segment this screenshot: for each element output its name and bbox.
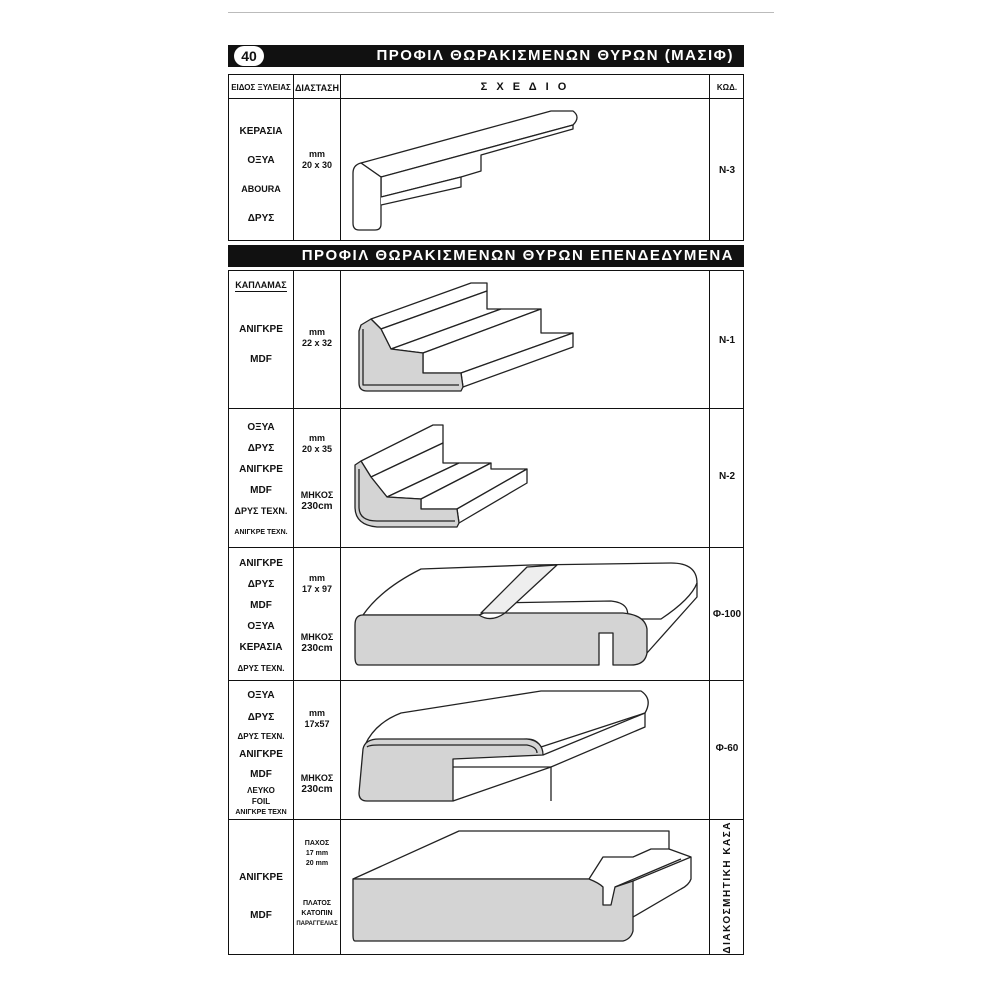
code: Φ-60: [715, 743, 739, 754]
wood-item: MDF: [250, 769, 272, 780]
dimension-unit: mm: [308, 433, 325, 443]
length-value: 230cm: [301, 643, 333, 654]
wood-item: ΟΞΥΑ: [247, 621, 275, 632]
wood-item: ΟΞΥΑ: [247, 155, 275, 166]
section2-banner: [228, 245, 744, 267]
dimension-size: 20 x 35: [301, 444, 333, 454]
dimension-unit: mm: [308, 149, 325, 159]
code-cell: [710, 819, 744, 955]
header-veneer: [229, 275, 293, 293]
section1-title: ΠΡΟΦΙΛ ΘΩΡΑΚΙΣΜΕΝΩΝ ΘΥΡΩΝ (ΜΑΣΙΦ): [376, 47, 734, 64]
header-dimension: ΔΙΑΣΤΑΣΗ: [294, 83, 340, 93]
wood-list: [229, 553, 293, 679]
header-wood: ΕΙΔΟΣ ΞΥΛΕΙΑΣ: [231, 83, 291, 92]
length-label: ΜΗΚΟΣ: [300, 632, 334, 642]
width-label: ΠΛΑΤΟΣ: [303, 900, 331, 907]
code: ΔΙΑΚΟΣΜΗΤΙΚΗ ΚΑΣΑ: [721, 820, 733, 954]
wood-item: ΑΝΙΓΚΡΕ: [239, 558, 283, 569]
wood-item: ΑΝΙΓΚΡΕ: [239, 324, 283, 335]
code: Ν-2: [718, 471, 736, 482]
profile-drawing-frame: [341, 823, 709, 955]
section1-banner: [228, 45, 744, 67]
thickness-value: 20 mm: [305, 860, 329, 867]
dimension-size: 17x57: [304, 719, 330, 729]
dimension: [294, 327, 340, 349]
wood-item: MDF: [250, 600, 272, 611]
section1-table: [228, 74, 744, 241]
length-value: 230cm: [301, 784, 333, 795]
code: Ν-1: [718, 335, 736, 346]
profile-drawing-n1: [341, 273, 709, 407]
wood-item: ΔΡΥΣ: [247, 213, 275, 224]
length-value: 230cm: [301, 501, 333, 512]
wood-list: [229, 859, 293, 935]
length-label: ΜΗΚΟΣ: [300, 490, 334, 500]
width: [294, 899, 340, 929]
wood-item: ΔΡΥΣ: [247, 443, 275, 454]
wood-item: ABOURA: [241, 184, 281, 194]
wood-item: MDF: [250, 485, 272, 496]
page-number: 40: [234, 46, 264, 66]
section2-title: ΠΡΟΦΙΛ ΘΩΡΑΚΙΣΜΕΝΩΝ ΘΥΡΩΝ ΕΠΕΝΔΕΔΥΜΕΝΑ: [301, 247, 734, 264]
code: Φ-100: [712, 609, 742, 620]
wood-item: ΔΡΥΣ ΤΕΧΝ.: [234, 506, 288, 516]
profile-drawing-n3: [341, 99, 709, 241]
top-rule: [228, 12, 774, 13]
wood-item: ΑΝΙΓΚΡΕ ΤΕΧΝ: [235, 809, 287, 816]
section2-table: [228, 270, 744, 955]
wood-item: ΔΡΥΣ: [247, 712, 275, 723]
width-value: ΚΑΤΟΠΙΝ: [301, 910, 333, 917]
length: [294, 773, 340, 795]
code: Ν-3: [718, 165, 736, 176]
dimension-unit: mm: [308, 573, 325, 583]
wood-item: ΔΡΥΣ ΤΕΧΝ.: [237, 664, 285, 673]
wood-item: ΑΝΙΓΚΡΕ: [239, 749, 283, 760]
wood-item: ΚΕΡΑΣΙΑ: [239, 126, 283, 137]
wood-item: ΔΡΥΣ: [247, 579, 275, 590]
wood-list: [229, 315, 293, 375]
dimension-size: 22 x 32: [301, 338, 333, 348]
header-veneer-label: ΚΑΠΛΑΜΑΣ: [235, 280, 287, 290]
dimension-unit: mm: [308, 708, 325, 718]
profile-drawing-f60: [341, 683, 709, 817]
wood-item: ΑΝΙΓΚΡΕ ΤΕΧΝ.: [234, 529, 288, 536]
wood-list: [229, 117, 293, 233]
thickness: [294, 839, 340, 869]
dimension: [294, 149, 340, 171]
dimension-size: 20 x 30: [301, 160, 333, 170]
wood-item: ΚΕΡΑΣΙΑ: [239, 642, 283, 653]
dimension: [294, 708, 340, 730]
profile-drawing-f100: [341, 549, 709, 679]
wood-item: FOIL: [251, 797, 271, 806]
dimension-size: 17 x 97: [301, 584, 333, 594]
thickness-label: ΠΑΧΟΣ: [304, 840, 330, 847]
thickness-value: 17 mm: [305, 850, 329, 857]
wood-item: ΑΝΙΓΚΡΕ: [239, 464, 283, 475]
wood-item: ΑΝΙΓΚΡΕ: [239, 872, 283, 883]
dimension-unit: mm: [308, 327, 325, 337]
dimension: [294, 433, 340, 455]
wood-list: [229, 417, 293, 543]
wood-item: ΔΡΥΣ ΤΕΧΝ.: [237, 732, 285, 741]
length: [294, 632, 340, 654]
length: [294, 490, 340, 512]
wood-item: MDF: [250, 910, 272, 921]
wood-list: [229, 685, 293, 819]
profile-drawing-n2: [341, 411, 709, 545]
width-value: ΠΑΡΑΓΓΕΛΙΑΣ: [296, 921, 338, 927]
length-label: ΜΗΚΟΣ: [300, 773, 334, 783]
header-code: ΚΩΔ.: [716, 83, 738, 92]
header-design: Σ Χ Ε Δ Ι Ο: [480, 81, 570, 93]
dimension: [294, 573, 340, 595]
wood-item: MDF: [250, 354, 272, 365]
wood-item: ΛΕΥΚΟ: [247, 786, 275, 795]
wood-item: ΟΞΥΑ: [247, 422, 275, 433]
wood-item: ΟΞΥΑ: [247, 690, 275, 701]
